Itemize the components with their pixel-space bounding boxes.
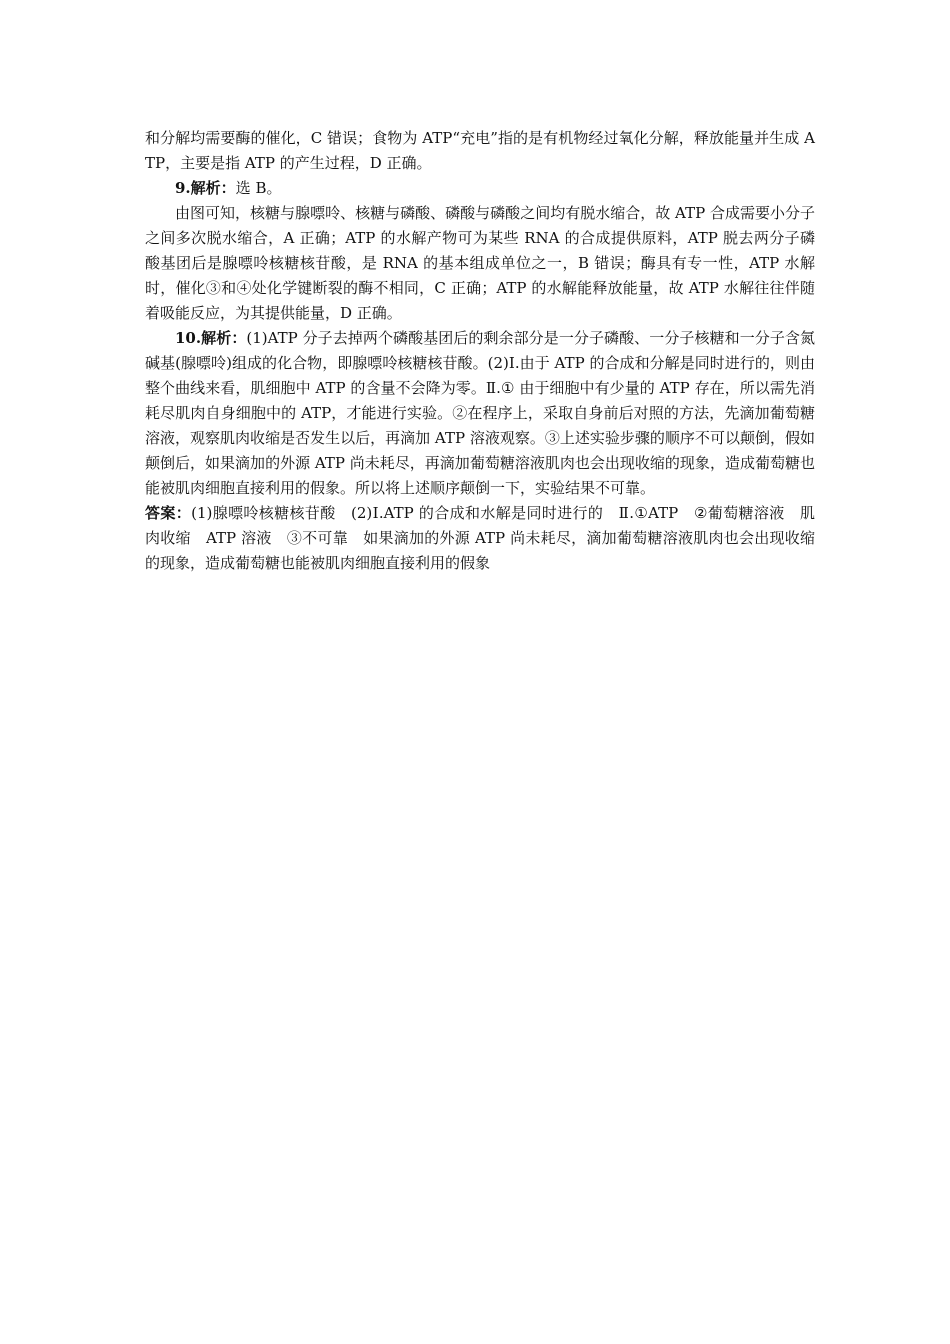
paragraph-intro xyxy=(145,126,815,176)
q9-body-text: 由图可知，核糖与腺嘌呤、核糖与磷酸、磷酸与磷酸之间均有脱水缩合，故 ATP 合成需要小分子之间多次脱水缩合，A 正确；ATP 的水解产物可为某些 RNA 的合成提供原料，ATP 脱去两分子磷酸基团后是腺嘌呤核糖核苷酸，是 RNA 的基本组成单位之一，B 错误；酶具有专一性，ATP 水解时，催化③和④处化学键断裂的酶不相同，C 正确；ATP 的水解能释放能量，故 ATP 水解往往伴随着吸能反应，为其提供能量，D 正确。 xyxy=(145,204,815,322)
document-page xyxy=(145,126,815,576)
q9-answer-choice: 选 B。 xyxy=(235,179,282,197)
answer-label: 答案： xyxy=(145,504,192,522)
answer-paragraph xyxy=(145,501,815,576)
q10-explanation xyxy=(145,326,815,501)
q9-heading xyxy=(145,176,815,201)
q10-label: 10.解析： xyxy=(175,329,247,347)
q10-body-text: (1)ATP 分子去掉两个磷酸基团后的剩余部分是一分子磷酸、一分子核糖和一分子含氮碱基(腺嘌呤)组成的化合物，即腺嘌呤核糖核苷酸。(2)Ⅰ.由于 ATP 的合成和分解是同时进行的，则由整个曲线来看，肌细胞中 ATP 的含量不会降为零。Ⅱ.① 由于细胞中有少量的 ATP 存在，所以需先消耗尽肌肉自身细胞中的 ATP，才能进行实验。②在程序上，采取自身前后对照的方法，先滴加葡萄糖溶液，观察肌肉收缩是否发生以后，再滴加 ATP 溶液观察。③上述实验步骤的顺序不可以颠倒，假如颠倒后，如果滴加的外源 ATP 尚未耗尽，再滴加葡萄糖溶液肌肉也会出现收缩的现象，造成葡萄糖也能被肌肉细胞直接利用的假象。所以将上述顺序颠倒一下，实验结果不可靠。 xyxy=(145,329,815,497)
q9-explanation xyxy=(145,201,815,326)
intro-text: 和分解均需要酶的催化，C 错误；食物为 ATP“充电”指的是有机物经过氧化分解，释放能量并生成 ATP，主要是指 ATP 的产生过程，D 正确。 xyxy=(145,129,815,172)
q9-label: 9.解析： xyxy=(175,179,236,197)
answer-body-text: (1)腺嘌呤核糖核苷酸 (2)Ⅰ.ATP 的合成和水解是同时进行的 Ⅱ.①ATP ②葡萄糖溶液 肌肉收缩 ATP 溶液 ③不可靠 如果滴加的外源 ATP 尚未耗尽，滴加葡萄糖溶液肌肉也会出现收缩的现象，造成葡萄糖也能被肌肉细胞直接利用的假象 xyxy=(145,504,815,572)
